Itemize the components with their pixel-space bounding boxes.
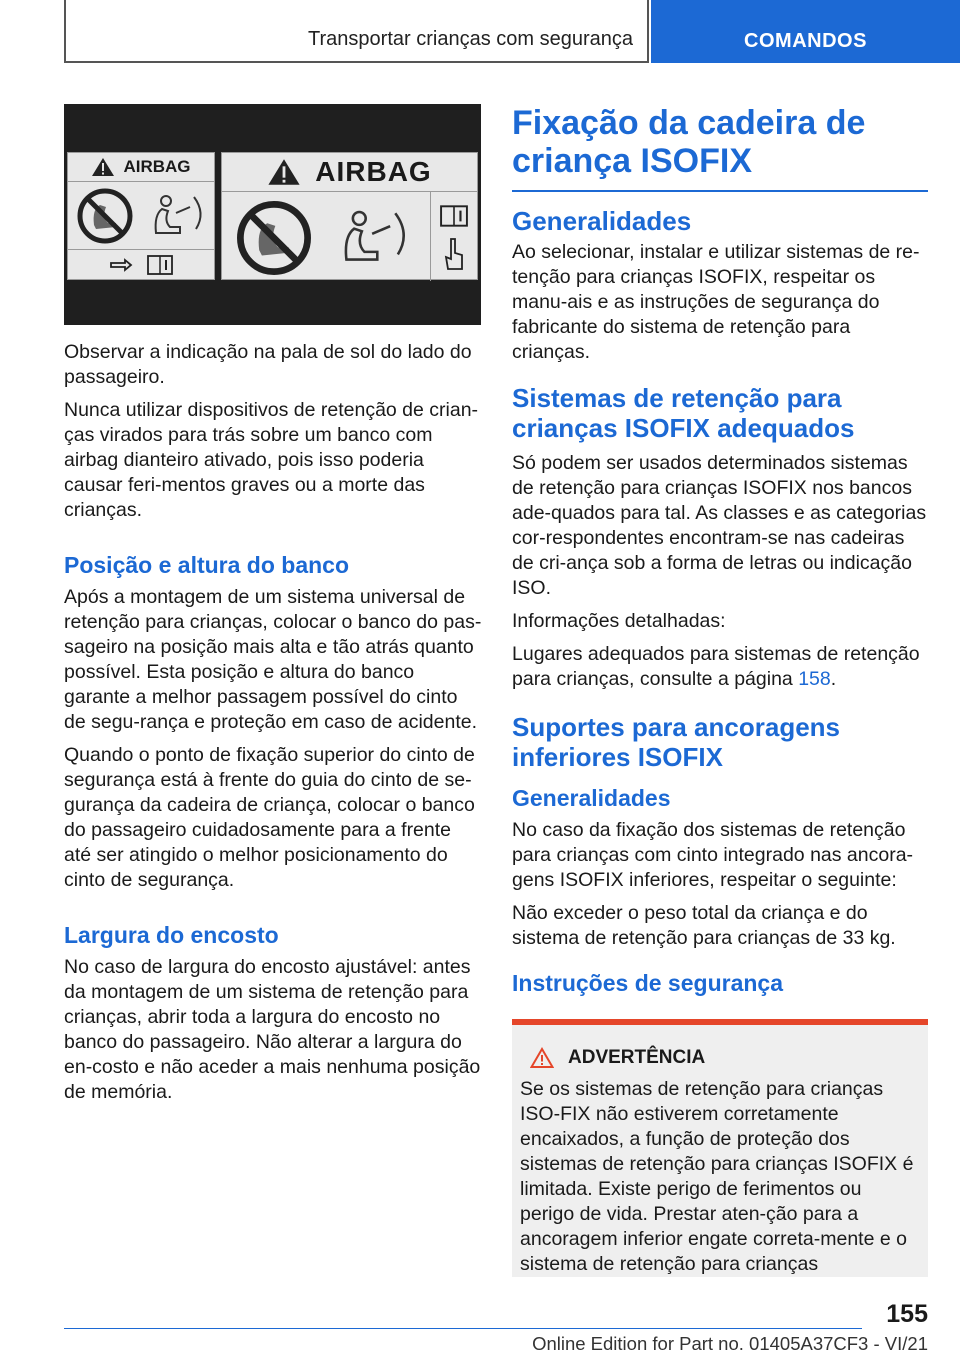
manual-book-icon: [147, 255, 173, 275]
heading-isofix: Fixação da cadeira de criança ISOFIX: [512, 104, 866, 180]
warning-icon: [530, 1047, 554, 1069]
right-column: [512, 104, 928, 1277]
warning-text: Se os sistemas de retenção para crianças ISO-FIX não estiverem corretamente encaixados, a função de proteção dos sistemas de retenção para crianças ISOFIX é limitada. Existe perigo de ferimentos ou perigo de vida. Prestar aten-ção para a ancoragem inferior engate correta-mente e o sistema de retenção para crianças: [520, 1078, 914, 1275]
paragraph-weight-limit: Não exceder o peso total da criança e do sistema de retenção para crianças de 33 kg.: [512, 902, 896, 949]
pointing-hand-icon: [109, 257, 133, 273]
heading-rule: [512, 190, 928, 192]
warning-triangle-icon: [91, 157, 115, 177]
airbag-label-small: [67, 152, 215, 280]
heading-backrest-width: Largura do encosto: [64, 922, 279, 948]
heading-seat-position: Posição e altura do banco: [64, 552, 350, 578]
heading-generalidades-2: Generalidades: [512, 785, 671, 811]
paragraph-integrated-belt: No caso da fixação dos sistemas de retenção para crianças com cinto integrado nas ancora-gens ISOFIX inferiores, respeitar o seguinte:: [512, 819, 914, 891]
warning-triangle-icon-large: [267, 157, 301, 187]
paragraph-suitable-systems: Só podem ser usados determinados sistemas de retenção para crianças ISOFIX nos bancos ade-quados para tal. As classes e as categorias cor-respondentes encontram-se nas cadeiras de cri-ança sob a forma de letras ou indicação ISO.: [512, 452, 927, 599]
paragraph-rear-facing-warning: Nunca utilizar dispositivos de retenção de crian-ças virados para trás sobre um banco com airbag dianteiro ativado, pois isso poderia causar feri-mentos graves ou a morte das crianças.: [64, 399, 479, 521]
paragraph-seat-reference: Lugares adequados para sistemas de retenção para crianças, consulte a página 158.: [512, 643, 920, 690]
airbag-text-small: AIRBAG: [123, 157, 191, 176]
header-section-tab[interactable]: [651, 0, 960, 63]
airbag-text-large: AIRBAG: [315, 156, 432, 187]
paragraph-backrest-width: No caso de largura do encosto ajustável: antes da montagem de um sistema de retenção para crianças, abrir toda a largura do encosto no banco do passageiro. Não alterar a largura do en-costo e não aceder a mais nenhuma posição de memória.: [64, 956, 481, 1103]
header-section-label: COMANDOS: [744, 30, 867, 52]
header-title-box: [64, 0, 649, 63]
page-number: 155: [886, 1300, 928, 1328]
heading-lower-anchorages: Suportes para ancoragens inferiores ISOFIX: [512, 712, 840, 772]
warning-title: ADVERTÊNCIA: [568, 1047, 706, 1068]
no-rear-facing-seat-icon-large: [228, 199, 320, 277]
footer-edition: Online Edition for Part no. 01405A37CF3 - VI/21: [532, 1333, 928, 1354]
paragraph-seat-position: Após a montagem de um sistema universal de retenção para crianças, colocar o banco do pas-sageiro na posição mais alta e tão atrás quanto possível. Esta posição e altura do banco garante a melhor passagem possível do cinto de segu-rança e proteção em caso de acidente.: [64, 586, 482, 733]
manual-book-icon-large: [440, 205, 468, 227]
heading-suitable-systems: Sistemas de retenção para crianças ISOFIX adequados: [512, 383, 855, 443]
airbag-seat-icon: [146, 189, 212, 245]
heading-safety-instructions: Instruções de segurança: [512, 970, 783, 996]
paragraph-details-label: Informações detalhadas:: [512, 610, 726, 632]
heading-generalidades: Generalidades: [512, 206, 692, 236]
airbag-label-figure: [64, 104, 481, 325]
page-link-158[interactable]: 158: [798, 668, 831, 690]
airbag-seat-icon-large: [330, 203, 422, 275]
airbag-label-large: [221, 152, 478, 280]
header-title: Transportar crianças com segurança: [308, 28, 633, 50]
paragraph-belt-guide: Quando o ponto de fixação superior do cinto de segurança está à frente do guia do cinto de se-gurança da cadeira de criança, colocar o banco do passageiro cuidadosamente para a frente até ser atingido o melhor posicionamento do cinto de segurança.: [64, 744, 475, 891]
pointing-hand-up-icon: [442, 237, 466, 271]
footer-rule: [64, 1328, 862, 1329]
paragraph-isofix-general: Ao selecionar, instalar e utilizar sistemas de re-tenção para crianças ISOFIX, respeitar os manu-ais e as instruções de segurança do fabricante do sistema de retenção para crianças.: [512, 241, 920, 363]
no-rear-facing-seat-icon: [72, 187, 138, 245]
paragraph-sun-visor: Observar a indicação na pala de sol do lado do passageiro.: [64, 341, 472, 388]
left-column: [64, 340, 482, 1113]
warning-box: [512, 1019, 928, 1277]
